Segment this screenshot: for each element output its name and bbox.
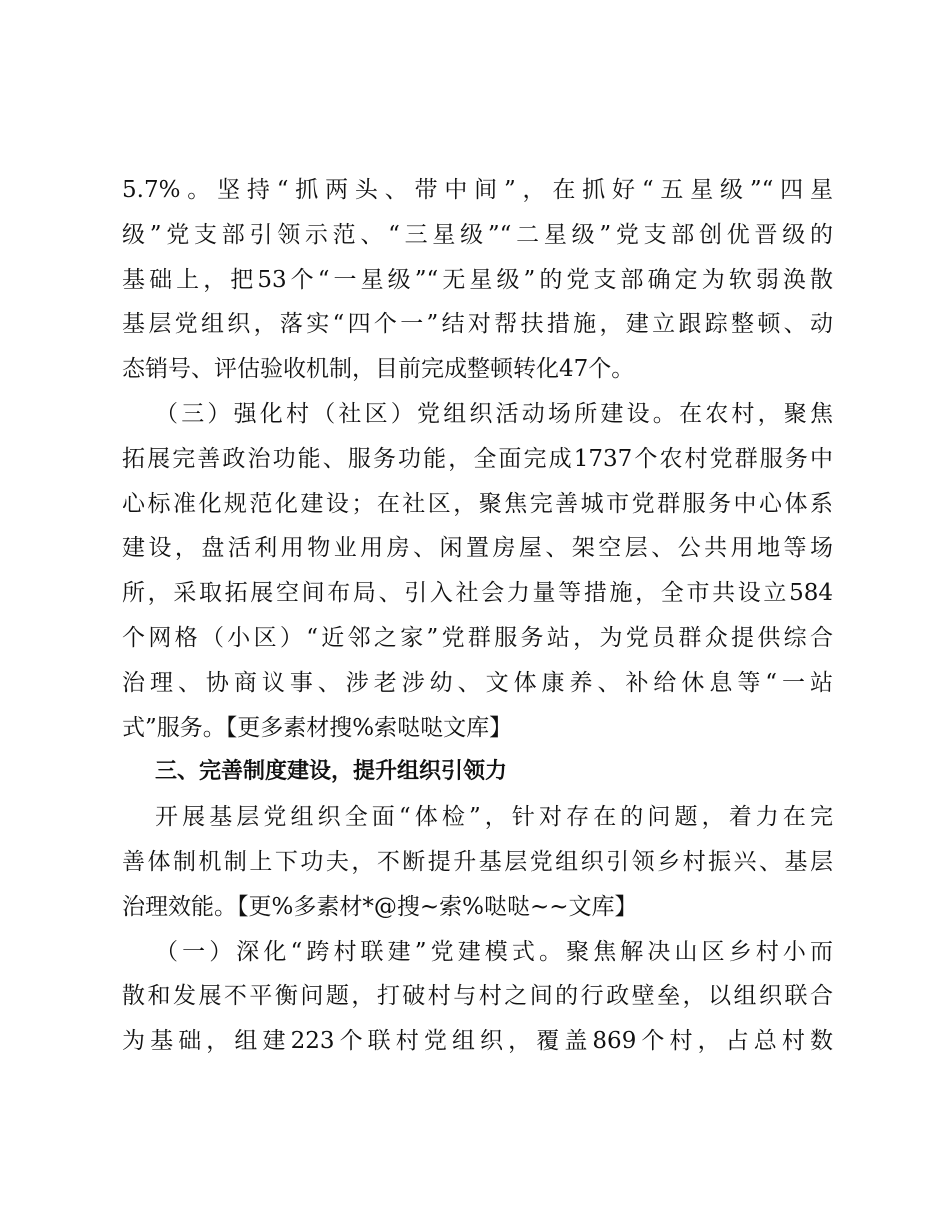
text-line: 治理、协商议事、涉老涉幼、文体康养、补给休息等“一站	[122, 669, 833, 696]
text-line: 拓展完善政治功能、服务功能，全面完成1737个农村党群服务中	[122, 445, 833, 472]
text-line: （一）深化“跨村联建”党建模式。聚焦解决山区乡村小而	[155, 938, 833, 965]
text-line: 开展基层党组织全面“体检”，针对存在的问题，着力在完	[155, 804, 833, 831]
text-line: 基层党组织，落实“四个一”结对帮扶措施，建立跟踪整顿、动	[122, 311, 833, 338]
text-line: 心标准化规范化建设；在社区，聚焦完善城市党群服务中心体系	[122, 490, 833, 517]
text-line: （三）强化村（社区）党组织活动场所建设。在农村，聚焦	[155, 400, 833, 427]
document-page	[122, 168, 833, 1064]
text-line: 态销号、评估验收机制，目前完成整顿转化47个。	[122, 356, 635, 383]
paragraph	[122, 930, 833, 1064]
section-heading	[122, 750, 833, 795]
text-line: 治理效能。【更%多素材*@搜~索%哒哒~~文库】	[122, 893, 638, 920]
paragraph	[122, 392, 833, 750]
text-line: 建设，盘活利用物业用房、闲置房屋、架空层、公共用地等场	[122, 535, 833, 562]
text-line: 级”党支部引领示范、“三星级”“二星级”党支部创优晋级的	[122, 221, 833, 248]
text-line: 基础上，把53个“一星级”“无星级”的党支部确定为软弱涣散	[122, 266, 833, 293]
text-line: 三、完善制度建设，提升组织引领力	[155, 759, 508, 785]
text-line: 5.7%。坚持“抓两头、带中间”，在抓好“五星级”“四星	[122, 177, 833, 203]
paragraph	[122, 795, 833, 929]
text-line: 散和发展不平衡问题，打破村与村之间的行政壁垒，以组织联合	[122, 983, 833, 1010]
text-line: 所，采取拓展空间布局、引入社会力量等措施，全市共设立584	[122, 580, 833, 607]
text-line: 个网格（小区）“近邻之家”党群服务站，为党员群众提供综合	[122, 624, 833, 651]
text-line: 善体制机制上下功夫，不断提升基层党组织引领乡村振兴、基层	[122, 848, 833, 875]
text-line: 为基础，组建223个联村党组织，覆盖869个村，占总村数	[122, 1028, 833, 1055]
text-line: 式”服务。【更多素材搜%索哒哒文库】	[122, 714, 513, 741]
paragraph	[122, 168, 833, 392]
